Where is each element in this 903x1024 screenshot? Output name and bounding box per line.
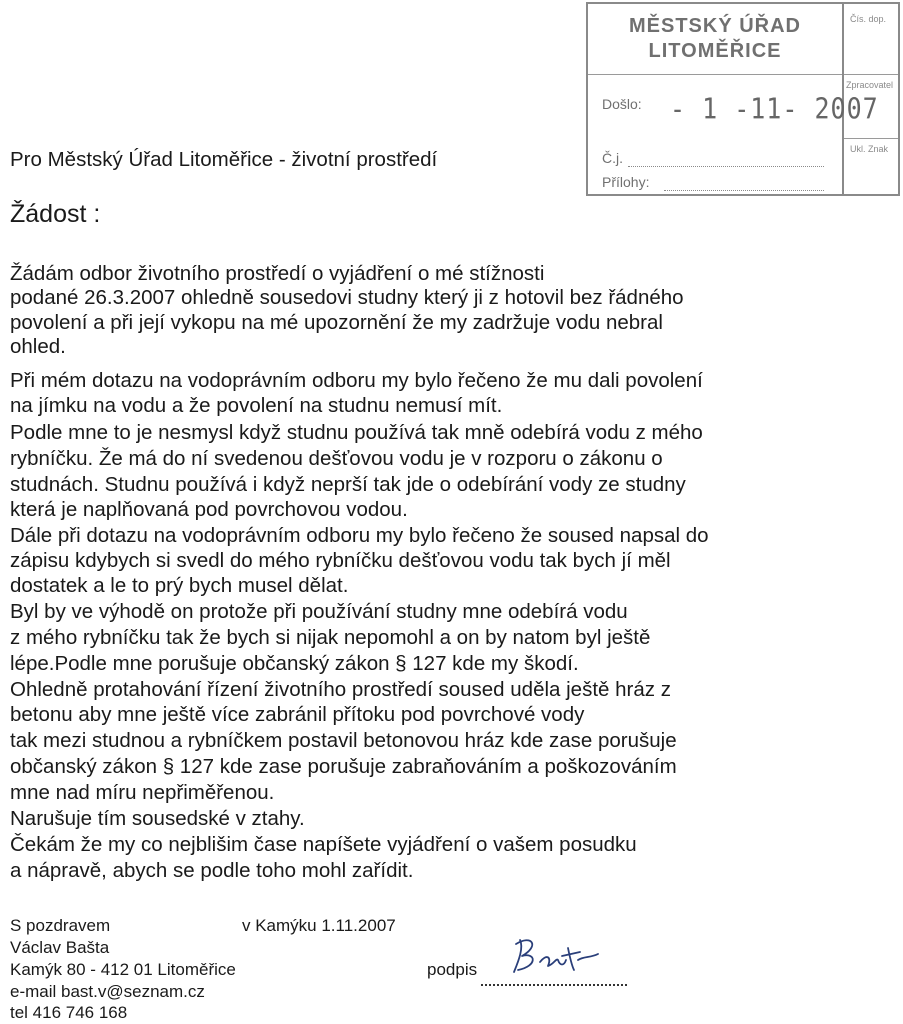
body-line: Narušuje tím sousedské v ztahy. [10, 807, 305, 830]
body-line: Čekám že my co nejblišim čase napíšete vyjádření o vašem posudku [10, 833, 637, 856]
greeting: S pozdravem [10, 916, 111, 935]
body-line: zápisu kdybych si svedl do mého rybníčku dešťovou vodu tak bych jí měl [10, 549, 671, 572]
stamp-received-date: - 1 -11- 2007 [670, 91, 879, 126]
sender-name: Václav Bašta [10, 938, 110, 957]
body-line: z mého rybníčku tak že bych si nijak nepomohl a on by natom byl ještě [10, 626, 651, 649]
podpis-label: podpis [427, 960, 478, 979]
body-line: na jímku na vodu a že povolení na studnu nemusí mít. [10, 394, 503, 417]
sender-address: Kamýk 80 - 412 01 Litoměřice [10, 960, 236, 979]
body-line: podané 26.3.2007 ohledně sousedovi studny který ji z hotovil bez řádného [10, 286, 684, 309]
place-date: v Kamýku 1.11.2007 [242, 916, 396, 935]
body-line: Dále při dotazu na vodoprávním odboru my bylo řečeno že soused napsal do [10, 524, 709, 547]
body-line: dostatek a le to prý bych musel dělat. [10, 574, 349, 597]
body-line: betonu aby mne ještě více zabránil přítoku pod povrchové vody [10, 703, 585, 726]
stamp-ukl-znak: Ukl. Znak [850, 144, 889, 154]
body-line: Ohledně protahování řízení životního prostředí soused uděla ještě hráz z [10, 678, 671, 701]
body-line: Při mém dotazu na vodoprávním odboru my bylo řečeno že mu dali povolení [10, 369, 703, 392]
body-line: občanský zákon § 127 kde zase porušuje zabraňováním a poškozováním [10, 755, 677, 778]
sender-email: e-mail bast.v@seznam.cz [10, 982, 205, 1001]
stamp-cis-dop: Čís. dop. [850, 14, 887, 24]
stamp-divider [844, 74, 898, 75]
body-line: lépe.Podle mne porušuje občanský zákon § 127 kde my škodí. [10, 652, 579, 675]
body-line: Žádám odbor životního prostředí o vyjádření o mé stížnosti [10, 262, 545, 285]
signature-line [481, 984, 627, 986]
body-line: Podle mne to je nesmysl když studnu používá tak mně odebírá vodu z mého [10, 421, 703, 444]
body-line: studnách. Studnu používá i když neprší tak jde o odebírání vody ze studny [10, 473, 686, 496]
stamp-prilohy-label: Přílohy: [602, 174, 650, 190]
body-line: a nápravě, abych se podle toho mohl zařídit. [10, 859, 414, 882]
stamp-divider [588, 74, 842, 75]
body-line: rybníčku. Že má do ní svedenou dešťovou vodu je v rozporu o zákonu o [10, 447, 663, 470]
stamp-cj-label: Č.j. [602, 150, 623, 166]
body-line: mne nad míru nepřiměřenou. [10, 781, 275, 804]
registry-stamp [586, 2, 900, 196]
body-line: Byl by ve výhodě on protože při používání studny mne odebírá vodu [10, 600, 628, 623]
stamp-doslo-label: Došlo: [602, 96, 642, 112]
stamp-office-name: MĚSTSKÝ ÚŘAD LITOMĚŘICE [628, 15, 801, 62]
document-heading: Žádost : [10, 200, 101, 228]
body-line: povolení a při její vykopu na mé upozornění že my zadržuje vodu nebral [10, 311, 663, 334]
stamp-divider [844, 138, 898, 139]
handwritten-signature [506, 930, 606, 980]
stamp-cj-dots [628, 152, 824, 167]
recipient-line: Pro Městský Úřad Litoměřice - životní prostředí [10, 148, 438, 171]
sender-phone: tel 416 746 168 [10, 1003, 128, 1022]
body-line: která je naplňovaná pod povrchovou vodou. [10, 498, 408, 521]
stamp-prilohy-dots [664, 176, 824, 191]
body-line: tak mezi studnou a rybníčkem postavil betonovou hráz kde zase porušuje [10, 729, 677, 752]
stamp-zpracovatel: Zpracovatel [846, 80, 894, 90]
body-line: ohled. [10, 335, 66, 358]
